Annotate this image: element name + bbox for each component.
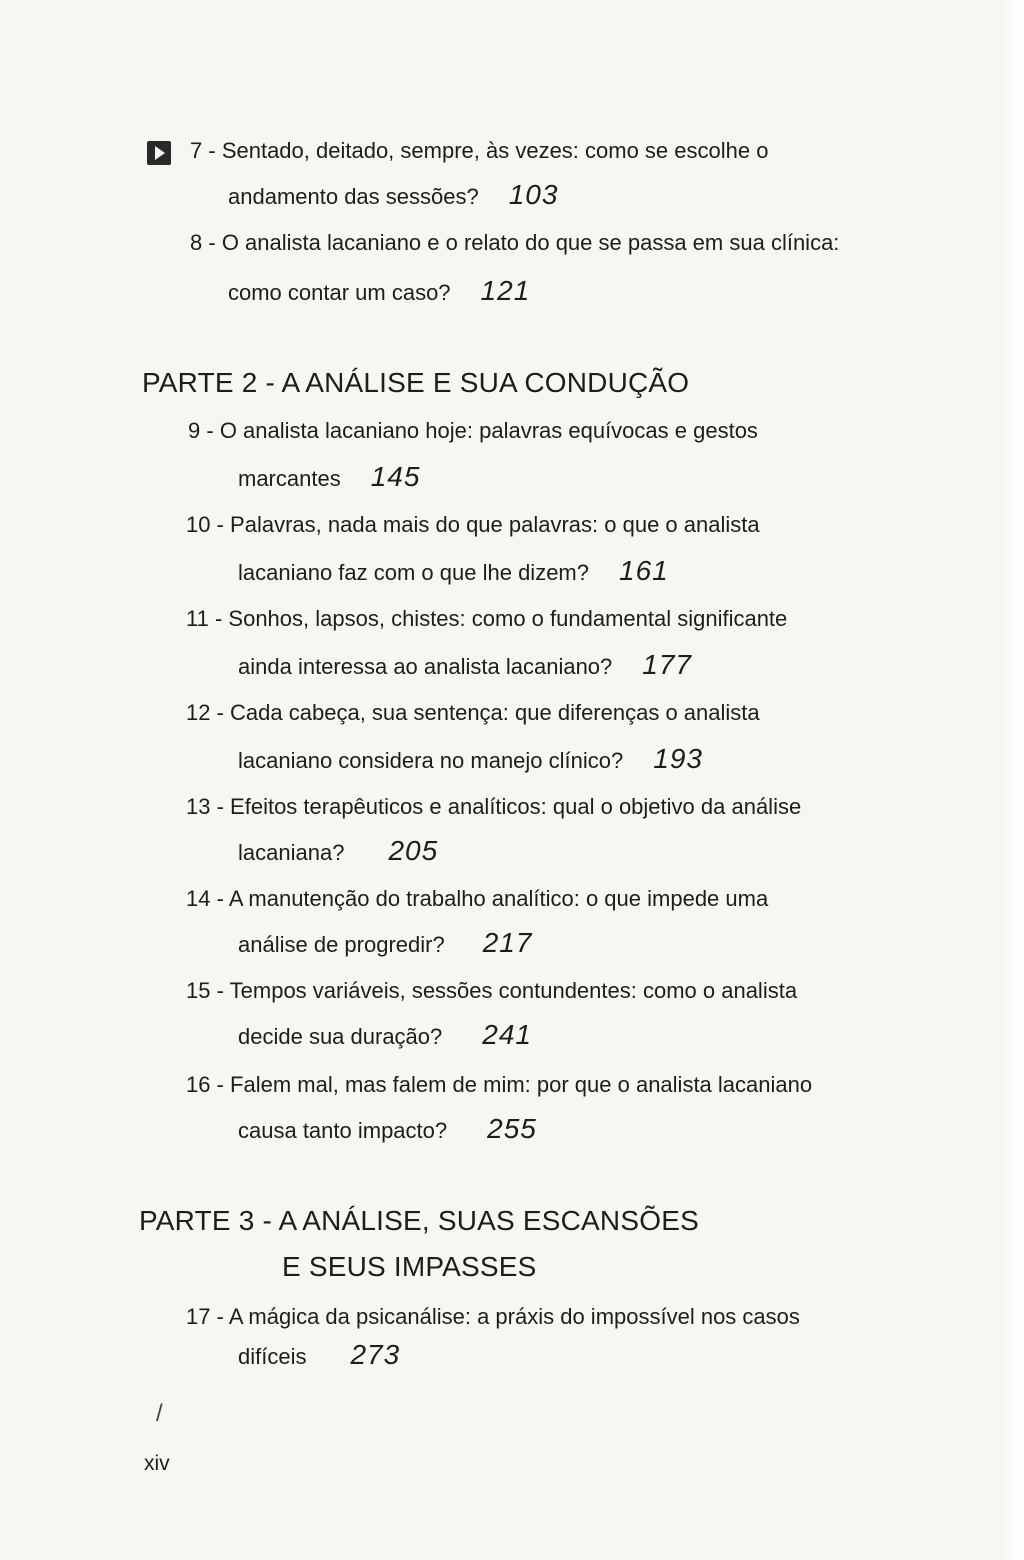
entry-number: 11 -	[186, 606, 223, 631]
entry-title-line1: Efeitos terapêuticos e analíticos: qual o objetivo da análise	[230, 794, 802, 819]
entry-page-number: 177	[642, 649, 692, 680]
toc-entry-15	[186, 968, 797, 1014]
entry-title-line2: causa tanto impacto?	[238, 1118, 448, 1143]
play-marker-icon	[147, 141, 171, 165]
toc-entry-8	[190, 220, 839, 266]
entry-page-number: 193	[653, 743, 703, 774]
entry-number: 10 -	[186, 512, 224, 537]
toc-entry-13-line2	[238, 828, 438, 876]
page-edge	[1002, 0, 1024, 1560]
part-3-heading-line2: E SEUS IMPASSES	[282, 1251, 537, 1282]
entry-page-number: 121	[480, 275, 531, 306]
entry-title-line2: ainda interessa ao analista lacaniano?	[238, 654, 613, 679]
entry-title-line1: Falem mal, mas falem de mim: por que o analista lacaniano	[230, 1072, 813, 1097]
entry-page-number: 241	[482, 1019, 532, 1050]
toc-entry-12	[186, 690, 760, 736]
entry-number: 9 -	[188, 418, 214, 443]
stray-mark: /	[156, 1400, 163, 1427]
entry-page-number: 205	[388, 835, 439, 866]
entry-number: 15 -	[186, 978, 224, 1003]
entry-title-line2: como contar um caso?	[228, 280, 451, 305]
toc-entry-10-line2	[238, 548, 669, 596]
entry-title-line1: O analista lacaniano hoje: palavras equívocas e gestos	[219, 418, 758, 443]
entry-title-line1: A mágica da psicanálise: a práxis do impossível nos casos	[228, 1304, 800, 1329]
entry-page-number: 145	[370, 461, 421, 492]
entry-title-line2: lacaniano considera no manejo clínico?	[238, 748, 624, 773]
entry-title-line1: Cada cabeça, sua sentença: que diferenças o analista	[230, 700, 760, 725]
entry-page-number: 273	[350, 1339, 401, 1370]
entry-title-line2: análise de progredir?	[238, 932, 445, 957]
toc-entry-7	[190, 128, 768, 174]
toc-entry-12-line2	[238, 736, 703, 784]
toc-entry-16-line2	[238, 1106, 537, 1154]
part-2-heading: PARTE 2 - A ANÁLISE E SUA CONDUÇÃO	[142, 367, 690, 398]
toc-entry-17-line2	[238, 1332, 400, 1380]
toc-entry-13	[186, 784, 801, 830]
entry-number: 12 -	[186, 700, 224, 725]
page-folio: xiv	[144, 1452, 170, 1475]
entry-title-line1: O analista lacaniano e o relato do que se passa em sua clínica:	[221, 230, 840, 255]
toc-entry-11-line2	[238, 642, 692, 690]
entry-title-line1: Tempos variáveis, sessões contundentes: como o analista	[229, 978, 798, 1003]
entry-title-line2: difíceis	[238, 1344, 307, 1369]
entry-title-line1: Sonhos, lapsos, chistes: como o fundamental significante	[228, 606, 788, 631]
entry-title-line2: andamento das sessões?	[228, 184, 479, 209]
toc-entry-16	[186, 1062, 812, 1108]
entry-title-line2: lacaniano faz com o que lhe dizem?	[238, 560, 589, 585]
toc-entry-15-line2	[238, 1012, 532, 1060]
toc-entry-7-line2	[228, 172, 558, 220]
toc-entry-9	[188, 408, 758, 454]
entry-page-number: 255	[487, 1113, 537, 1144]
toc-entry-14-line2	[238, 920, 532, 968]
entry-title-line1: A manutenção do trabalho analítico: o que impede uma	[228, 886, 769, 911]
toc-entry-10	[186, 502, 760, 548]
entry-title-line2: lacaniana?	[238, 840, 345, 865]
entry-title-line2: decide sua duração?	[238, 1024, 443, 1049]
entry-title-line2: marcantes	[238, 466, 341, 491]
toc-entry-9-line2	[238, 454, 420, 502]
entry-number: 16 -	[186, 1072, 224, 1097]
toc-entry-14	[186, 876, 768, 922]
toc-entry-8-line2	[228, 268, 530, 316]
entry-page-number: 161	[619, 555, 669, 586]
entry-page-number: 103	[508, 179, 559, 210]
entry-number: 17 -	[186, 1304, 224, 1329]
entry-page-number: 217	[482, 927, 533, 958]
entry-number: 13 -	[186, 794, 224, 819]
entry-title-line1: Palavras, nada mais do que palavras: o que o analista	[230, 512, 760, 537]
entry-number: 8 -	[190, 230, 216, 255]
part-3-heading: PARTE 3 - A ANÁLISE, SUAS ESCANSÕES	[139, 1205, 699, 1236]
entry-number: 7 -	[190, 138, 216, 163]
entry-title-line1: Sentado, deitado, sempre, às vezes: como se escolhe o	[221, 138, 769, 163]
toc-entry-11	[186, 596, 787, 642]
entry-number: 14 -	[186, 886, 224, 911]
